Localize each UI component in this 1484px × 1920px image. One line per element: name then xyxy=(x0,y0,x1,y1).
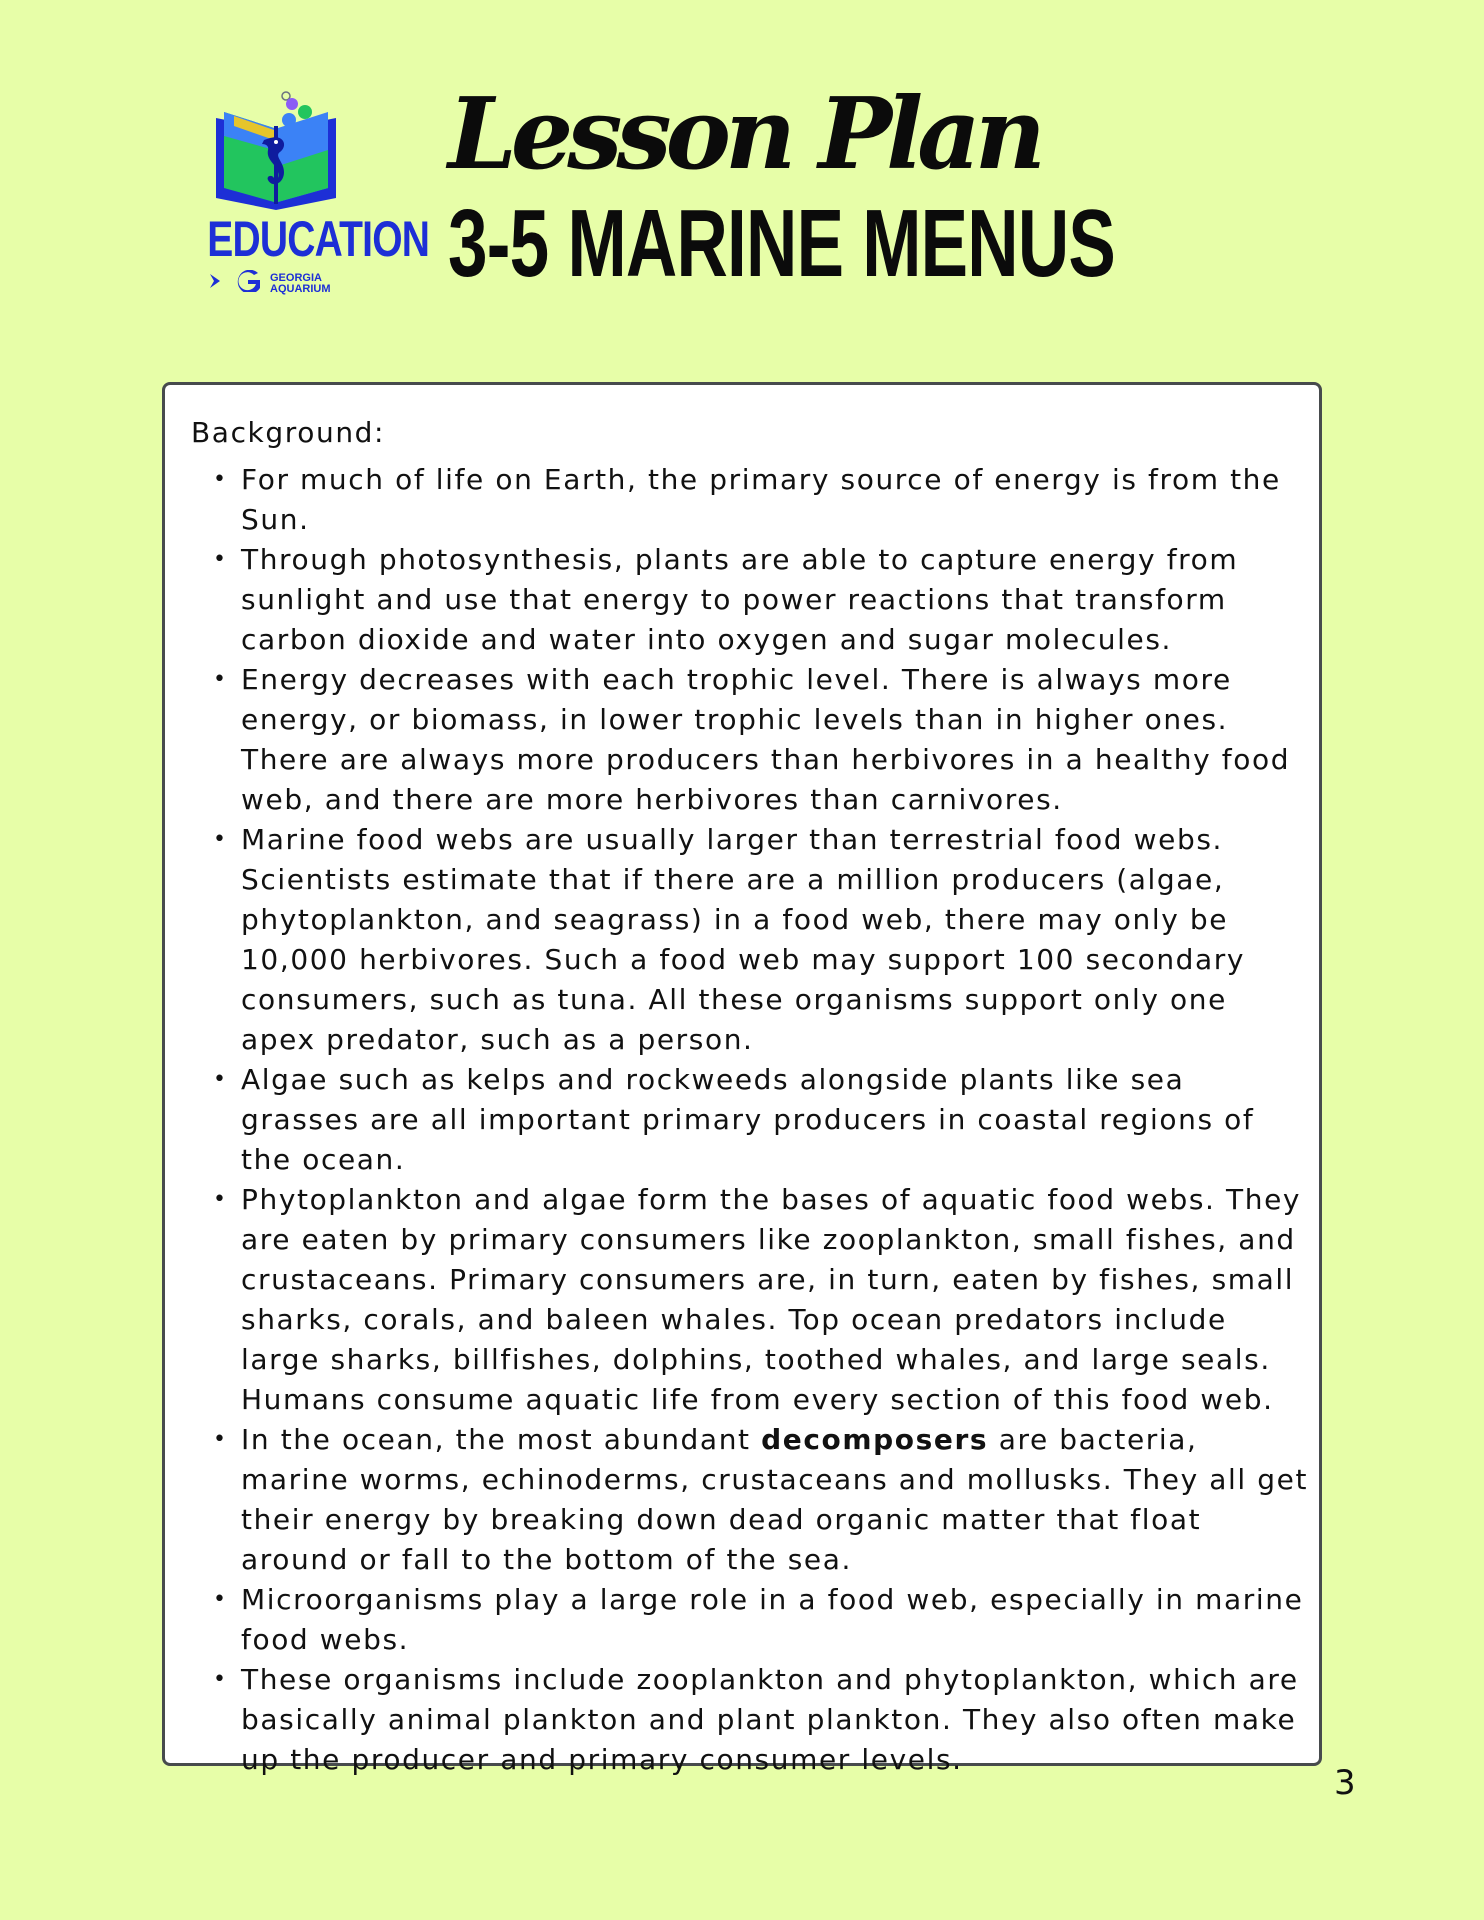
page-subtitle: 3-5 MARINE MENUS xyxy=(448,190,1116,297)
list-item: • Marine food webs are usually larger than terrestrial food webs. Scientists estimate that if there are a million producers (algae, phytoplankton, and seagrass) in a food web, there may only be 10,000 herbivores. Such a food web may support 100 secondary consumers, such as tuna. All these organisms support only one apex predator, such as a person. xyxy=(241,820,1311,1060)
page-number: 3 xyxy=(1334,1763,1356,1803)
background-card xyxy=(162,382,1322,1776)
list-item-text: In the ocean, the most abundant xyxy=(241,1423,762,1456)
list-item: • Through photosynthesis, plants are able to capture energy from sunlight and use that energy to power reactions that transform carbon dioxide and water into oxygen and sugar molecules. xyxy=(241,540,1311,660)
logo-wordmark: EDUCATION xyxy=(207,211,430,267)
background-heading: Background: xyxy=(191,416,386,449)
logo-org-line1: GEORGIA xyxy=(270,272,322,284)
georgia-aquarium-text xyxy=(270,273,331,295)
background-list xyxy=(241,460,1311,1780)
list-item: • Phytoplankton and algae form the bases of aquatic food webs. They are eaten by primary consumers like zooplankton, small fishes, and crustaceans. Primary consumers are, in turn, eaten by fishes, small sharks, corals, and baleen whales. Top ocean predators include large sharks, billfishes, dolphins, toothed whales, and large seals. Humans consume aquatic life from every section of this food web. xyxy=(241,1180,1311,1420)
georgia-aquarium-g-icon xyxy=(208,270,264,292)
book-seahorse-icon xyxy=(188,90,363,215)
logo-org-line2: AQUARIUM xyxy=(270,283,331,295)
list-item: • For much of life on Earth, the primary source of energy is from the Sun. xyxy=(241,460,1311,540)
list-item xyxy=(241,1420,1311,1580)
list-item-text: are bacteria, marine worms, echinoderms, crustaceans and mollusks. They all get their energy by breaking down dead organic matter that float around or fall to the bottom of the sea. xyxy=(241,1423,1309,1576)
list-item: • Algae such as kelps and rockweeds alongside plants like sea grasses are all important primary producers in coastal regions of the ocean. xyxy=(241,1060,1311,1180)
decomposers-term: decomposers xyxy=(761,1423,989,1456)
education-logo xyxy=(188,90,430,300)
list-item: • Microorganisms play a large role in a food web, especially in marine food webs. xyxy=(241,1580,1311,1660)
list-item: • These organisms include zooplankton and phytoplankton, which are basically animal plankton and plant plankton. They also often make up the producer and primary consumer levels. xyxy=(241,1660,1311,1780)
page-title: Lesson Plan xyxy=(448,77,1041,192)
list-item: • Energy decreases with each trophic level. There is always more energy, or biomass, in lower trophic levels than in higher ones. There are always more producers than herbivores in a healthy food web, and there are more herbivores than carnivores. xyxy=(241,660,1311,820)
